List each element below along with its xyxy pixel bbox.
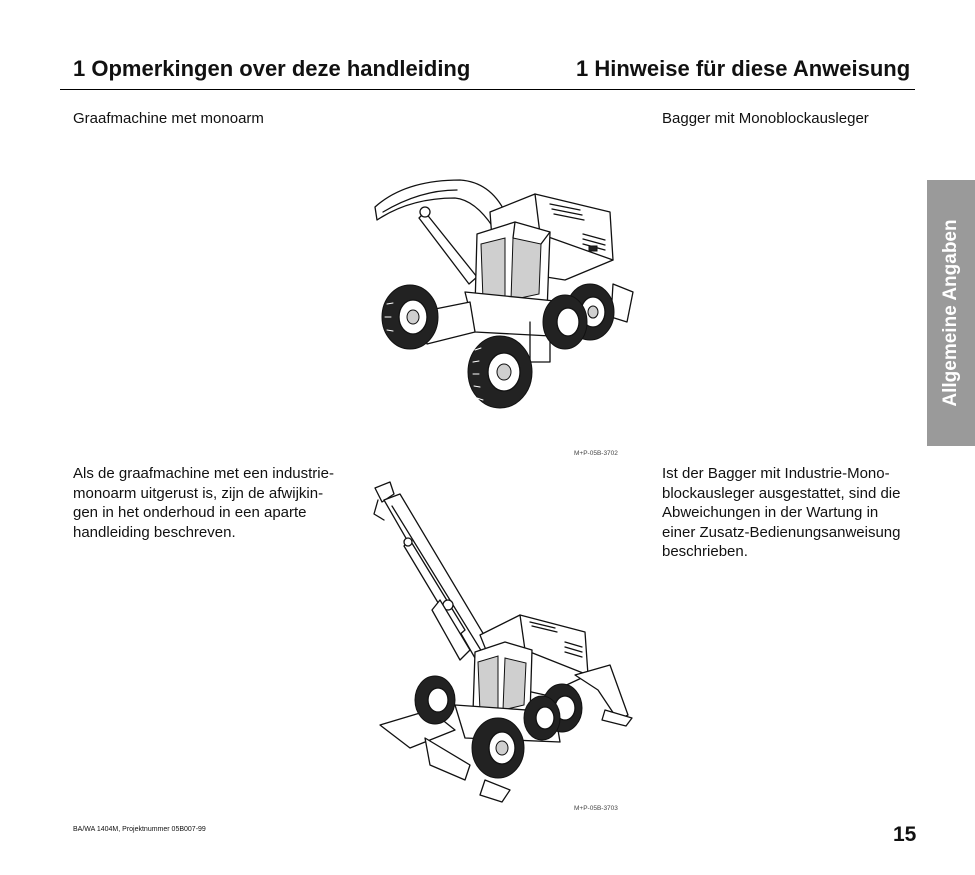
title-german: 1 Hinweise für diese Anweisung: [576, 56, 911, 81]
excavator-monoarm-illustration: [365, 172, 635, 442]
paragraph-german: [662, 464, 900, 562]
subtitle-dutch: Graafmachine met monoarm: [73, 110, 264, 127]
paragraph-german-line: beschrieben.: [662, 543, 748, 560]
page-number: 15: [893, 823, 917, 846]
side-tab-label: Allgemeine Angaben: [940, 219, 961, 407]
paragraph-german-line: Ist der Bagger mit Industrie-Mono-: [662, 465, 890, 482]
excavator-industrial-monoarm-illustration: [370, 480, 635, 805]
paragraph-german-line: blockausleger ausgestattet, sind die: [662, 484, 901, 502]
subtitle-german: Bagger mit Monoblockausleger: [662, 110, 869, 127]
paragraph-german-line: einer Zusatz-Bedienungsanweisung: [662, 523, 901, 541]
title-dutch: 1 Opmerkingen over deze handleiding: [73, 56, 471, 81]
footer-document-ref: BA/WA 1404M, Projektnummer 05B007-99: [73, 826, 206, 833]
paragraph-dutch-line: monoarm uitgerust is, zijn de afwijkin-: [73, 484, 324, 502]
paragraph-german-line: Abweichungen in der Wartung in: [662, 504, 879, 521]
figure-caption-2: M+P-05B-3703: [574, 805, 618, 812]
figure-caption-1: M+P-05B-3702: [574, 450, 618, 457]
paragraph-dutch: [73, 464, 334, 542]
paragraph-dutch-line: Als de graafmachine met een industrie-: [73, 465, 334, 482]
header-rule: [60, 89, 915, 90]
paragraph-dutch-line: gen in het onderhoud in een aparte: [73, 504, 307, 521]
side-tab: [927, 180, 975, 446]
paragraph-dutch-line: handleiding beschreven.: [73, 523, 236, 541]
